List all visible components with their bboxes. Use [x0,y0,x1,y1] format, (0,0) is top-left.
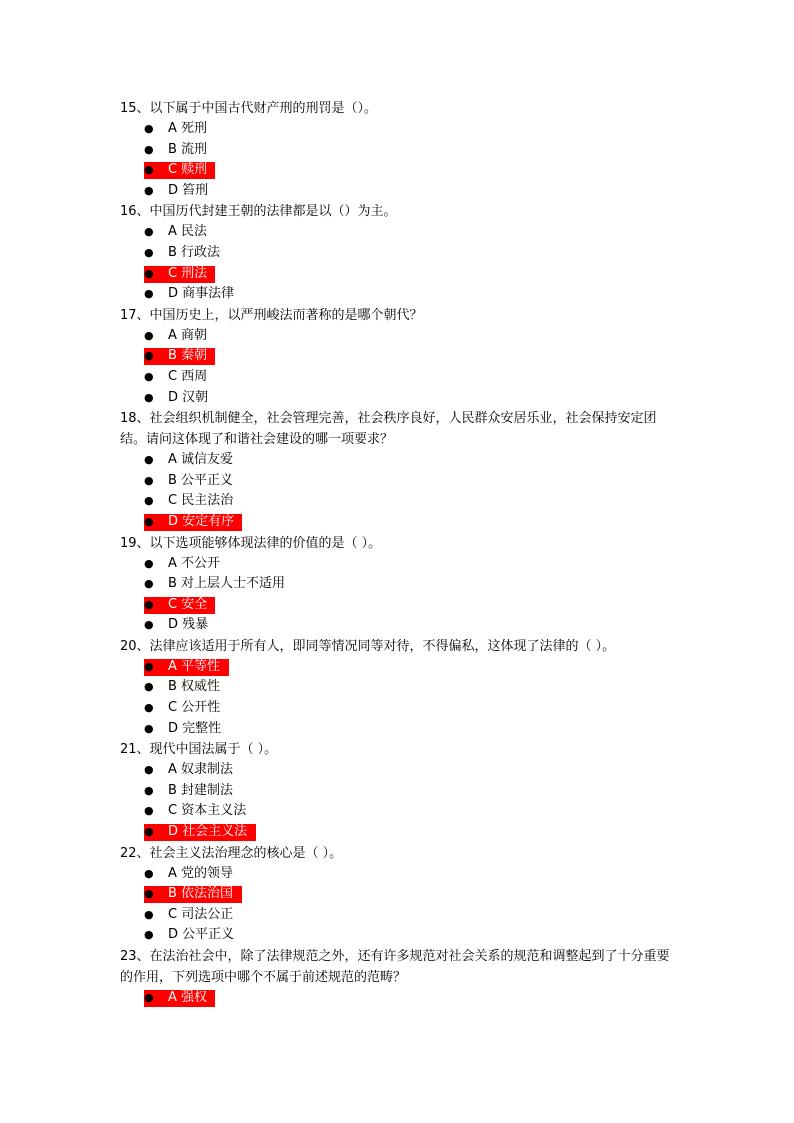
option-item [144,326,794,347]
option-item [144,905,794,926]
option-label: B 封建制法 [168,782,234,798]
option-item-correct [144,657,794,678]
option-item-correct [144,160,794,181]
option-item-correct [144,346,794,367]
question-text: 15、以下属于中国古代财产刑的刑罚是（）。 [120,101,378,116]
option-label: A 不公开 [168,555,221,571]
bullet-icon: ● [144,866,154,880]
bullet-icon: ● [144,514,154,528]
option-item [144,574,794,595]
bullet-icon: ● [144,369,154,383]
option-item [144,781,794,802]
option-label: C 资本主义法 [168,803,247,819]
question-text: 17、中国历史上，以严刑峻法而著称的是哪个朝代？ [120,307,423,323]
bullet-icon: ● [144,349,154,363]
bullet-icon: ● [144,390,154,404]
option-item [144,615,794,636]
option-label: A 奴隶制法 [168,762,234,778]
question-list [0,98,794,1009]
option-label: D 商事法律 [168,286,235,302]
option-label: C 公开性 [168,700,221,716]
option-item [144,864,794,885]
option-item [144,140,794,161]
bullet-icon: ● [144,907,154,921]
question-text: 23、在法治社会中，除了法律规范之外，还有许多规范对社会关系的规范和调整起到了十分重要的作用，下列选项中哪个不属于前述规范的范畴？ [120,949,670,985]
option-item [144,491,794,512]
question-text: 19、以下选项能够体现法律的价值的是（ ）。 [120,535,382,551]
bullet-icon: ● [144,556,154,570]
option-item [144,367,794,388]
bullet-icon: ● [144,825,154,839]
bullet-icon: ● [144,494,154,508]
option-item [144,760,794,781]
bullet-icon: ● [144,680,154,694]
option-label: D 汉朝 [168,389,209,405]
option-label: C 赎刑 [168,162,208,178]
option-label: B 对上层人士不适用 [168,576,286,592]
option-label: C 刑法 [168,265,208,281]
question-text: 21、现代中国法属于（ ）。 [120,742,278,758]
option-item [144,450,794,471]
option-item-correct [144,988,794,1009]
option-label: B 行政法 [168,244,221,260]
bullet-icon: ● [144,328,154,342]
bullet-icon: ● [144,597,154,611]
option-label: C 民主法治 [168,493,234,509]
option-label: B 依法治国 [168,886,234,902]
option-item [144,554,794,575]
option-item [144,719,794,740]
option-item-correct [144,595,794,616]
bullet-icon: ● [144,473,154,487]
option-label: A 强权 [168,990,208,1005]
bullet-icon: ● [144,659,154,673]
option-label: D 残暴 [168,617,209,633]
bullet-icon: ● [144,163,154,177]
option-item [144,698,794,719]
option-label: A 民法 [168,224,208,240]
bullet-icon: ● [144,783,154,797]
option-item [144,222,794,243]
bullet-icon: ● [144,928,154,942]
option-label: D 公平正义 [168,927,235,943]
option-label: B 权威性 [168,679,221,695]
option-item-correct [144,884,794,905]
bullet-icon: ● [144,453,154,467]
bullet-icon: ● [144,991,154,1004]
option-item-correct [144,264,794,285]
bullet-icon: ● [144,287,154,301]
bullet-icon: ● [144,266,154,280]
option-item [144,119,794,140]
option-label: D 社会主义法 [168,824,248,840]
option-item-correct [144,512,794,533]
bullet-icon: ● [144,721,154,735]
bullet-icon: ● [144,763,154,777]
option-label: C 司法公正 [168,906,234,922]
option-label: B 公平正义 [168,472,234,488]
bullet-icon: ● [144,225,154,239]
option-label: A 党的领导 [168,865,234,881]
option-item-correct [144,822,794,843]
bullet-icon: ● [144,887,154,901]
question-text: 16、中国历代封建王朝的法律都是以（）为主。 [120,204,397,220]
option-label: B 流刑 [168,141,208,157]
option-label: A 诚信友爱 [168,452,234,468]
bullet-icon: ● [144,804,154,818]
option-label: D 笞刑 [168,182,209,198]
option-item [144,284,794,305]
option-label: A 死刑 [168,121,208,136]
question-text: 18、社会组织机制健全，社会管理完善，社会秩序良好，人民群众安居乐业，社会保持安定团结。请问这体现了和谐社会建设的哪一项要求？ [120,411,657,448]
option-label: C 安全 [168,596,208,612]
option-label: D 安定有序 [168,513,235,529]
option-item [144,925,794,946]
option-label: D 完整性 [168,720,222,736]
option-item [144,801,794,822]
bullet-icon: ● [144,183,154,197]
bullet-icon: ● [144,577,154,591]
option-label: B 秦朝 [168,348,208,364]
option-label: A 商朝 [168,327,208,343]
question-text: 20、法律应该适用于所有人，即同等情况同等对待，不得偏私，这体现了法律的（ ）。 [120,638,616,654]
option-item [144,388,794,409]
bullet-icon: ● [144,701,154,715]
bullet-icon: ● [144,142,154,156]
option-item [144,181,794,202]
option-item [144,243,794,264]
option-item [144,471,794,492]
question-text: 22、社会主义法治理念的核心是（ ）。 [120,845,343,861]
bullet-icon: ● [144,618,154,632]
option-label: A 平等性 [168,658,221,674]
bullet-icon: ● [144,122,154,135]
option-item [144,677,794,698]
bullet-icon: ● [144,245,154,259]
option-label: C 西周 [168,368,208,384]
